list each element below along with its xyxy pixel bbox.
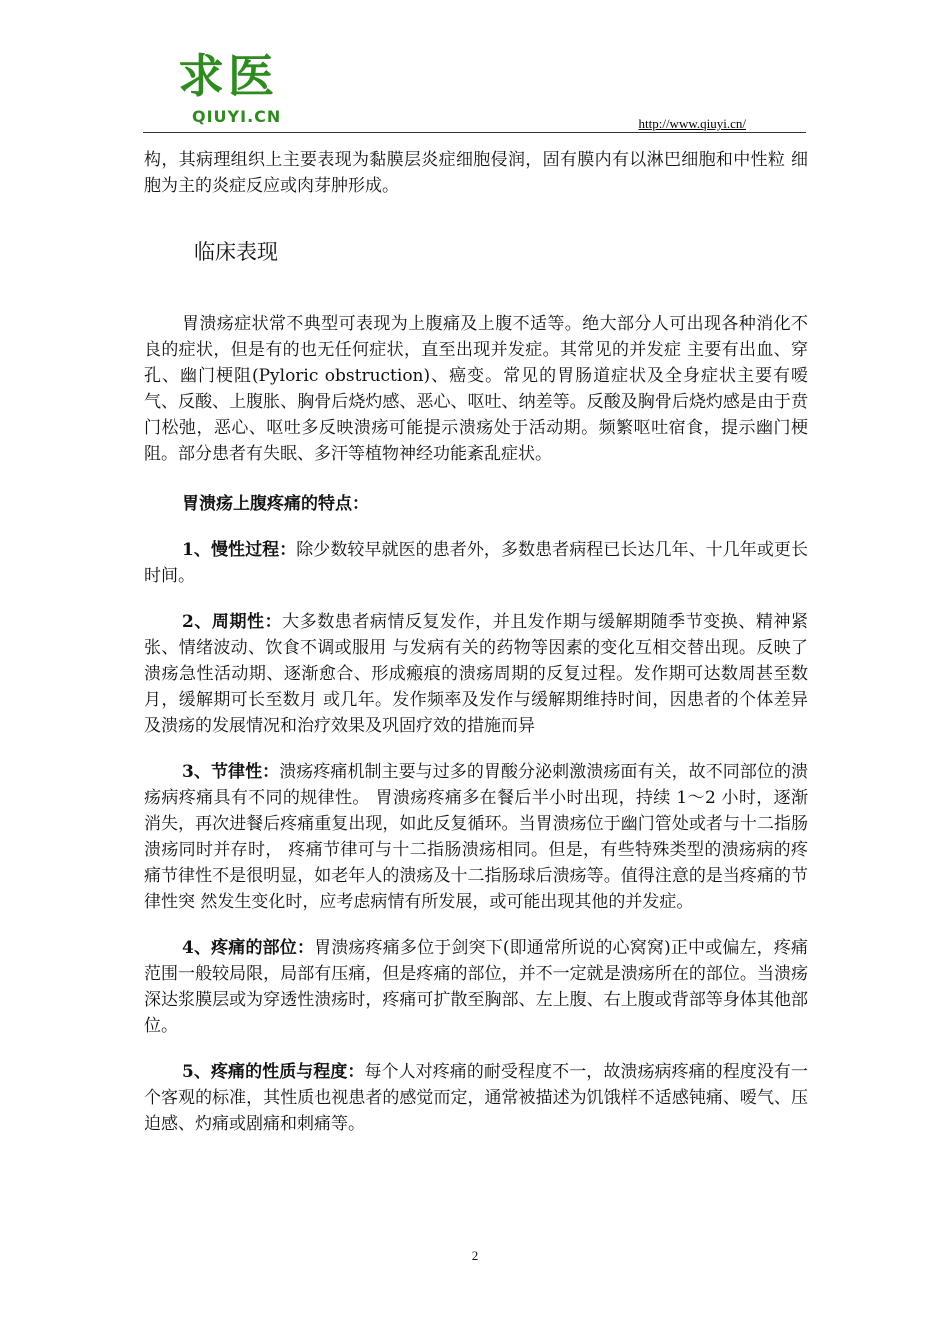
header-divider: [143, 132, 806, 133]
point-periodic: [144, 609, 808, 739]
point-text: 溃疡疼痛机制主要与过多的胃酸分泌刺激溃疡面有关，故不同部位的溃疡病疼痛具有不同的规律性。 胃溃疡疼痛多在餐后半小时出现，持续 1～2 小时，逐渐消失，再次进餐后疼痛重复出现，如此反复循环。当胃溃疡位于幽门管处或者与十二指肠溃疡同时并存时， 疼痛节律可与十二指肠溃疡相同。但是，有些特殊类型的溃疡病的疼痛节律性不是很明显，如老年人的溃疡及十二指肠球后溃疡等。值得注意的是当疼痛的节律性突 然发生变化时，应考虑病情有所发展，或可能出现其他的并发症。: [144, 762, 808, 912]
point-text: 大多数患者病情反复发作，并且发作期与缓解期随季节变换、精神紧张、情绪波动、饮食不调或服用 与发病有关的药物等因素的变化互相交替出现。反映了溃疡急性活动期、逐渐愈合、形成瘢痕的溃疡周期的反复过程。发作期可达数周甚至数月，缓解期可长至数月 或几年。发作频率及发作与缓解期维持时间，因患者的个体差异及溃疡的发展情况和治疗效果及巩固疗效的措施而异: [144, 612, 808, 736]
pain-characteristics-heading: 胃溃疡上腹疼痛的特点：: [182, 494, 369, 514]
site-url-link[interactable]: http://www.qiuyi.cn/: [638, 116, 746, 131]
section-heading: 临床表现: [194, 240, 278, 264]
point-label: 1、慢性过程：: [182, 540, 297, 560]
point-label: 2、周期性：: [182, 612, 283, 632]
point-chronic: [144, 537, 808, 589]
qiuyi-logo[interactable]: [178, 50, 298, 132]
point-text: 胃溃疡疼痛多位于剑突下(即通常所说的心窝窝)正中或偏左，疼痛范围一般较局限，局部有压痛，但是疼痛的部位，并不一定就是溃疡所在的部位。当溃疡深达浆膜层或为穿透性溃疡时，疼痛可扩散至胸部、左上腹、右上腹或背部等身体其他部位。: [144, 938, 808, 1036]
point-nature: [144, 1059, 808, 1137]
point-rhythmic: [144, 759, 808, 915]
point-label: 4、疼痛的部位：: [182, 938, 315, 958]
symptoms-paragraph: 胃溃疡症状常不典型可表现为上腹痛及上腹不适等。绝大部分人可出现各种消化不良的症状，但是有的也无任何症状，直至出现并发症。其常见的并发症 主要有出血、穿孔、幽门梗阻(Pyloric obstruction)、癌变。常见的胃肠道症状及全身症状主要有嗳气、反酸、上腹胀、胸骨后烧灼感、恶心、呕吐、纳差等。反酸及胸骨后烧灼感是由于贲 门松弛，恶心、呕吐多反映溃疡可能提示溃疡处于活动期。频繁呕吐宿食，提示幽门梗阻。部分患者有失眠、多汗等植物神经功能紊乱症状。: [144, 314, 808, 464]
intro-paragraph: 构，其病理组织上主要表现为黏膜层炎症细胞侵润，固有膜内有以淋巴细胞和中性粒 细胞为主的炎症反应或肉芽肿形成。: [144, 150, 808, 196]
point-label: 5、疼痛的性质与程度：: [182, 1062, 365, 1082]
logo-chinese-text: 求医: [178, 49, 278, 103]
document-body: [144, 147, 808, 1137]
point-text: 每个人对疼痛的耐受程度不一，故溃疡病疼痛的程度没有一个客观的标准，其性质也视患者的感觉而定，通常被描述为饥饿样不适感钝痛、嗳气、压迫感、灼痛或剧痛和刺痛等。: [144, 1062, 808, 1134]
logo-english-text: QIUYI.CN: [192, 107, 282, 126]
page-header: [143, 50, 806, 135]
point-location: [144, 935, 808, 1039]
point-label: 3、节律性：: [182, 762, 280, 782]
page-number: 2: [471, 1248, 479, 1263]
point-text: 除少数较早就医的患者外，多数患者病程已长达几年、十几年或更长时间。: [144, 540, 808, 586]
